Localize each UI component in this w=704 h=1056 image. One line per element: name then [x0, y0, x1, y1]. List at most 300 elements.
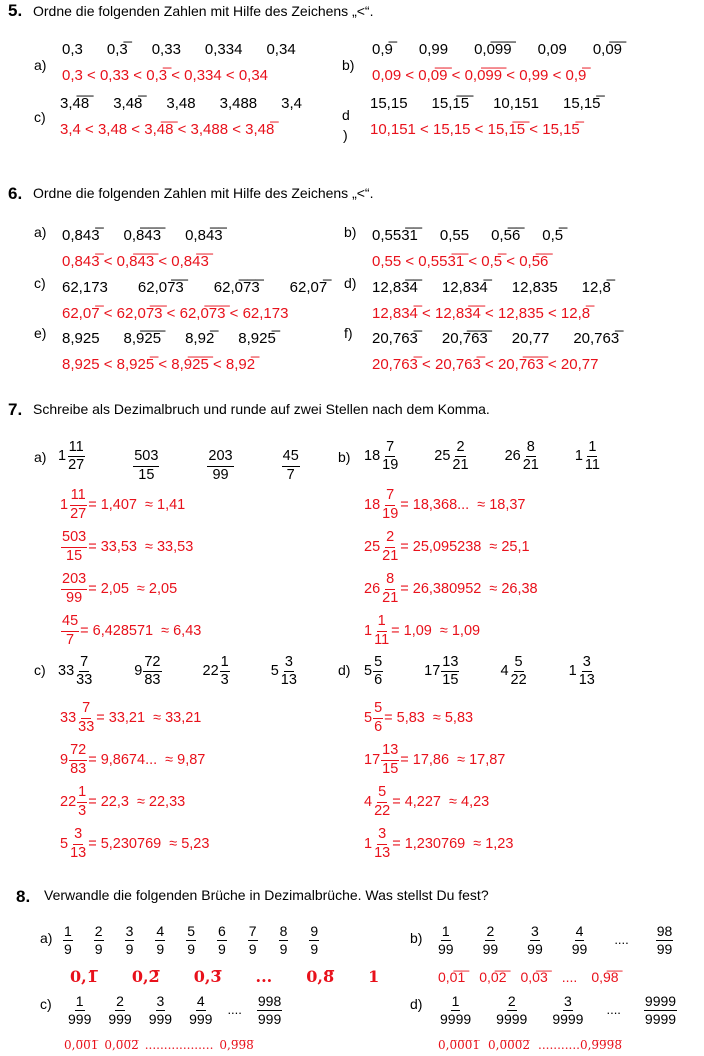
decimal-value: = 33,53: [88, 538, 137, 555]
given-number: 3,48̅: [113, 95, 143, 112]
q6c-answer: 62,07̅ < 62,07̅3̅ < 62,0̅7̅3̅ < 62,173: [62, 305, 289, 322]
conversion-line: [60, 484, 201, 526]
whole-part: 1: [574, 448, 583, 465]
fraction: [571, 924, 589, 956]
denominator: 99: [438, 940, 454, 957]
numerator: 13: [381, 743, 399, 760]
numerator: 8: [526, 440, 536, 457]
fraction: [280, 655, 298, 688]
rounded-value: ≈ 6,43: [161, 622, 202, 639]
mixed-number: [58, 440, 86, 473]
given-number: 3,4̅8̅: [60, 95, 90, 112]
numerator: 2: [507, 993, 516, 1009]
fraction: [656, 924, 674, 956]
numerator: 3: [531, 923, 539, 939]
fraction: [77, 785, 87, 818]
mixed-number: [281, 449, 301, 482]
whole-part: 26: [364, 580, 381, 597]
numerator: 9999: [644, 993, 677, 1009]
q8d-fracs: [438, 994, 699, 1026]
numerator: 11: [68, 440, 85, 457]
denominator: 27: [70, 505, 87, 522]
whole-part: 33: [58, 663, 75, 680]
numerator: 98: [656, 923, 673, 939]
rounded-value: ≈ 4,23: [449, 793, 490, 810]
given-number: 15,1̅5̅: [431, 95, 470, 112]
denominator: 15: [66, 547, 83, 564]
denominator: 15: [442, 672, 459, 689]
q5c-givens: [60, 96, 326, 111]
q5-number: 5.: [8, 1, 23, 20]
denominator: 9: [64, 940, 72, 957]
given-number: 62,07̅: [289, 279, 328, 296]
numerator: 2: [455, 440, 465, 457]
decimal-result: 0,8̅: [306, 967, 335, 986]
decimal-value: = 18,368...: [400, 496, 470, 513]
q7-instruction: Schreibe als Dezimalbruch und runde auf zwei Stellen nach dem Komma.: [33, 401, 490, 417]
denominator: 22: [510, 672, 527, 689]
denominator: 9: [279, 940, 288, 957]
q8a-answers: [70, 969, 413, 985]
decimal-value: = 1,230769: [392, 835, 466, 852]
fraction: [510, 655, 528, 688]
numerator: 1: [441, 923, 450, 939]
whole-part: 25: [434, 448, 451, 465]
denominator: 99: [482, 940, 499, 957]
given-number: 20,77: [511, 330, 550, 347]
denominator: 999: [257, 1010, 282, 1027]
rounded-value: ≈ 1,41: [145, 496, 186, 513]
mixed-number: [364, 655, 384, 688]
q7b-answers: [364, 484, 538, 652]
decimal-value: = 6,428571: [80, 622, 154, 639]
q7-number: 7.: [8, 400, 23, 419]
denominator: 9999: [440, 1010, 472, 1027]
q7d-answers: [364, 697, 513, 865]
numerator: 3: [284, 655, 294, 672]
numerator: 5: [373, 701, 383, 718]
fraction: [584, 440, 601, 473]
denominator: 21: [452, 457, 469, 474]
given-number: 20,763̅: [372, 330, 418, 347]
q6a-label: a): [34, 224, 47, 240]
numerator: 13: [441, 655, 459, 672]
decimal-value: = 25,095238: [400, 538, 482, 555]
q7a-answers: [60, 484, 201, 652]
denominator: 3: [78, 802, 87, 819]
conversion-line: [364, 610, 538, 652]
q5a-givens: [62, 42, 320, 57]
conversion-line: [364, 823, 513, 865]
mixed-number: [575, 440, 602, 473]
numerator: 7: [385, 440, 395, 457]
given-number: 15,15̅: [562, 95, 601, 112]
fraction: [188, 994, 213, 1026]
fraction: [61, 614, 79, 647]
denominator: 22: [374, 802, 391, 819]
decimal-value: = 1,09: [391, 622, 432, 639]
fraction: [69, 827, 87, 860]
given-number: 0,5̅: [542, 227, 564, 244]
fraction: [578, 655, 596, 688]
denominator: 15: [138, 466, 155, 483]
given-number: 10,151: [493, 95, 539, 112]
mixed-number: [58, 655, 94, 688]
numerator: 503: [61, 530, 87, 547]
q6e-label: e): [34, 325, 47, 341]
given-number: 12,83̅4̅: [372, 279, 418, 296]
decimal-result: 0,0̅1̅: [438, 969, 466, 985]
given-number: 0,9̅: [372, 41, 393, 58]
q6a-givens: [62, 228, 247, 243]
denominator: 7: [286, 466, 295, 483]
q6b-givens: [372, 228, 585, 243]
numerator: 45: [61, 614, 79, 631]
denominator: 33: [78, 718, 95, 735]
q5c-answer: 3,4 < 3,48 < 3,4̅8̅ < 3,488 < 3,48̅: [60, 121, 275, 138]
q7a-givens: [58, 440, 347, 483]
fraction: [133, 449, 159, 482]
q8a-label: a): [40, 930, 53, 946]
whole-part: 5: [364, 709, 373, 726]
denominator: 99: [66, 589, 83, 606]
whole-part: 18: [364, 496, 381, 513]
fraction: [495, 994, 528, 1026]
conversion-line: [60, 697, 209, 739]
fraction: [107, 994, 132, 1026]
denominator: 9: [248, 940, 257, 957]
denominator: 99: [527, 940, 543, 957]
fraction: [148, 994, 173, 1026]
conversion-line: [60, 739, 209, 781]
fraction: [373, 701, 383, 734]
numerator: 45: [282, 449, 300, 466]
denominator: 83: [70, 760, 87, 777]
conversion-line: [60, 823, 209, 865]
whole-part: 1: [364, 835, 373, 852]
given-number: 0,3̅: [106, 41, 128, 58]
fraction: [61, 530, 87, 563]
denominator: 999: [148, 1010, 173, 1027]
q8c-fracs: [66, 994, 296, 1026]
denominator: 11: [584, 457, 600, 474]
given-number: 8,9̅2̅5̅: [123, 330, 162, 347]
fraction: [207, 449, 233, 482]
numerator: 2: [116, 993, 124, 1009]
denominator: 6: [374, 718, 383, 735]
numerator: 7: [248, 923, 257, 939]
decimal-result: 0,0̅0̅0̅1̅: [438, 1038, 480, 1052]
fraction: [441, 655, 459, 688]
given-number: 8,925: [62, 330, 100, 347]
fraction: [217, 924, 227, 956]
conversion-line: [60, 781, 209, 823]
fraction: [373, 655, 383, 688]
fraction: [67, 994, 92, 1026]
numerator: 998: [257, 993, 282, 1009]
given-number: 0,99: [418, 41, 449, 58]
denominator: 9999: [644, 1010, 677, 1027]
decimal-value: = 4,227: [392, 793, 442, 810]
denominator: 999: [108, 1010, 132, 1027]
numerator: 1: [587, 440, 597, 457]
denominator: 3: [220, 672, 229, 689]
rounded-value: ≈ 2,05: [136, 580, 178, 597]
rounded-value: ≈ 26,38: [489, 580, 538, 597]
numerator: 5: [187, 923, 195, 939]
conversion-line: [60, 526, 201, 568]
fraction: [381, 572, 399, 605]
conversion-line: [364, 697, 513, 739]
q6d-givens: [372, 280, 635, 295]
q6b-answer: 0,55 < 0,553̅1̅ < 0,5̅ < 0,5̅6̅: [372, 253, 549, 270]
denominator: 21: [382, 589, 399, 606]
decimal-result: ....: [561, 969, 578, 985]
q7b-givens: [364, 440, 636, 473]
whole-part: 1: [364, 622, 373, 639]
q7c-answers: [60, 697, 209, 865]
given-number: 3,48: [166, 95, 196, 112]
given-number: 62,07̅3̅: [137, 279, 184, 296]
denominator: 9: [187, 940, 195, 957]
numerator: 3: [73, 827, 83, 844]
whole-part: 5: [364, 663, 373, 680]
numerator: 8: [279, 923, 288, 939]
numerator: 203: [61, 572, 87, 589]
mixed-number: [569, 655, 597, 688]
conversion-line: [364, 739, 513, 781]
fraction: [439, 994, 472, 1026]
whole-part: 33: [60, 709, 77, 726]
mixed-number: [364, 440, 400, 473]
whole-part: 5: [60, 835, 69, 852]
given-number: 12,834̅: [441, 279, 488, 296]
fraction: [482, 924, 500, 956]
q5d-givens: [370, 96, 625, 111]
given-number: 0,09: [537, 41, 567, 58]
rounded-value: ≈ 33,21: [153, 709, 202, 726]
rounded-value: ≈ 33,53: [145, 538, 194, 555]
whole-part: 17: [364, 751, 381, 768]
decimal-result: 0,0̅2̅: [479, 969, 507, 985]
fraction: [77, 701, 95, 734]
q6-number: 6.: [8, 184, 23, 203]
decimal-result: 0,0̅0̅2̅: [104, 1038, 139, 1052]
given-number: 15,15: [370, 95, 408, 112]
denominator: 99: [212, 466, 229, 483]
whole-part: 1: [58, 448, 67, 465]
fraction: [63, 924, 73, 956]
q7c-givens: [58, 655, 339, 688]
decimal-value: = 26,380952: [400, 580, 482, 597]
given-number: 0,334: [204, 41, 243, 58]
whole-part: 18: [364, 448, 381, 465]
whole-part: 22: [60, 793, 77, 810]
fraction: [381, 743, 399, 776]
fraction: [257, 994, 282, 1026]
numerator: 5: [514, 655, 524, 672]
given-number: 0,84̅3̅: [185, 227, 223, 244]
q6d-label: d): [344, 275, 357, 291]
numerator: 7: [81, 701, 91, 718]
q8c-answers: [64, 1039, 260, 1051]
denominator: 13: [280, 672, 297, 689]
denominator: 9999: [496, 1010, 528, 1027]
given-number: 12,8̅: [581, 279, 611, 296]
q6f-label: f): [344, 325, 353, 341]
ellipsis: ....: [614, 932, 629, 948]
numerator: 1: [64, 923, 72, 939]
numerator: 7: [79, 655, 89, 672]
mixed-number: [500, 655, 528, 688]
q5d-paren: ): [343, 127, 348, 143]
fraction: [155, 924, 165, 956]
numerator: 1: [377, 614, 387, 631]
conversion-line: [60, 610, 201, 652]
denominator: 13: [70, 844, 87, 861]
q8b-answers: [438, 970, 633, 984]
q6c-givens: [62, 280, 357, 295]
fraction: [279, 924, 289, 956]
decimal-value: = 2,05: [88, 580, 129, 597]
denominator: 99: [571, 940, 588, 957]
numerator: 3: [125, 923, 134, 939]
decimal-result: 0,3̅: [193, 967, 222, 986]
fraction: [437, 924, 455, 956]
numerator: 72: [69, 743, 87, 760]
mixed-number: [271, 655, 299, 688]
decimal-result: 0,1̅: [70, 967, 98, 986]
q5-instruction: Ordne die folgenden Zahlen mit Hilfe des Zeichens „<“.: [33, 3, 374, 19]
decimal-result: 0,0̅0̅0̅2̅: [488, 1038, 530, 1052]
numerator: 503: [133, 449, 159, 466]
decimal-result: 0,0̅3̅: [520, 969, 548, 985]
fraction: [551, 994, 584, 1026]
q8d-label: d): [410, 996, 423, 1012]
q5b-label: b): [342, 57, 355, 73]
denominator: 21: [522, 457, 539, 474]
decimal-value: = 33,21: [96, 709, 146, 726]
q6a-answer: 0,843̅ < 0,8̅4̅3̅ < 0,84̅3̅: [62, 253, 209, 270]
numerator: 4: [196, 993, 205, 1009]
rounded-value: ≈ 5,83: [432, 709, 474, 726]
denominator: 999: [189, 1010, 213, 1027]
ellipsis: ....: [227, 1002, 242, 1018]
numerator: 4: [156, 923, 165, 939]
denominator: 11: [374, 631, 390, 648]
decimal-result: 0,0̅0̅1̅: [64, 1038, 99, 1052]
given-number: 0,5̅6̅: [491, 227, 521, 244]
decimal-value: = 9,8674...: [88, 751, 158, 768]
given-number: 62,173: [62, 279, 108, 296]
q5a-answer: 0,3 < 0,33 < 0,3̅ < 0,334 < 0,34: [62, 67, 269, 84]
numerator: 5: [377, 785, 387, 802]
decimal-result: ...........0,9̅9̅9̅8̅: [538, 1038, 622, 1052]
fraction: [69, 488, 87, 521]
q8-number: 8.: [16, 887, 31, 906]
mixed-number: [505, 440, 541, 473]
q5a-label: a): [34, 57, 47, 73]
fraction: [143, 655, 161, 688]
denominator: 9: [310, 940, 319, 957]
given-number: 0,8̅4̅3̅: [123, 227, 162, 244]
decimal-value: = 1,407: [88, 496, 138, 513]
rounded-value: ≈ 22,33: [136, 793, 186, 810]
denominator: 9: [217, 940, 226, 957]
mixed-number: [424, 655, 460, 688]
q5d-label: d: [342, 107, 350, 123]
denominator: 6: [374, 672, 383, 689]
mixed-number: [134, 655, 162, 688]
q5d-answer: 10,151 < 15,15 < 15,1̅5̅ < 15,15̅: [370, 121, 580, 138]
denominator: 83: [144, 672, 161, 689]
numerator: 2: [94, 923, 103, 939]
numerator: 2: [385, 530, 395, 547]
rounded-value: ≈ 9,87: [165, 751, 206, 768]
given-number: 0,0̅9̅9̅: [474, 41, 512, 58]
q5b-answer: 0,09 < 0,0̅9̅ < 0,0̅9̅9̅ < 0,99 < 0,9̅: [372, 67, 587, 84]
numerator: 203: [207, 449, 233, 466]
whole-part: 25: [364, 538, 381, 555]
decimal-result: 0,9̅9̅8̅: [219, 1038, 254, 1052]
given-number: 20,7̅6̅3̅: [441, 330, 488, 347]
given-number: 8,925̅: [238, 330, 276, 347]
q7d-givens: [364, 655, 637, 688]
whole-part: 17: [424, 663, 441, 680]
conversion-line: [364, 526, 538, 568]
fraction: [61, 572, 87, 605]
numerator: 8: [385, 572, 395, 589]
conversion-line: [364, 781, 513, 823]
fraction: [94, 924, 104, 956]
denominator: 9: [125, 940, 134, 957]
whole-part: 26: [504, 448, 521, 465]
numerator: 2: [486, 923, 495, 939]
q7a-label: a): [34, 449, 47, 465]
numerator: 4: [575, 923, 584, 939]
rounded-value: ≈ 1,23: [473, 835, 514, 852]
fraction: [309, 924, 319, 956]
numerator: 9: [310, 923, 319, 939]
q6f-givens: [372, 331, 643, 346]
fraction: [373, 785, 391, 818]
q8-instruction: Verwandle die folgenden Brüche in Dezimalbrüche. Was stellst Du fest?: [44, 887, 489, 903]
denominator: 999: [68, 1010, 92, 1027]
decimal-value: = 5,230769: [88, 835, 162, 852]
given-number: 3,4: [281, 95, 303, 112]
numerator: 3: [156, 993, 165, 1009]
rounded-value: ≈ 1,09: [439, 622, 481, 639]
fraction: [282, 449, 300, 482]
q5c-label: c): [34, 109, 46, 125]
conversion-line: [60, 568, 201, 610]
given-number: 0,0̅9̅: [592, 41, 623, 58]
q8b-fracs: [436, 924, 699, 956]
decimal-value: = 5,83: [384, 709, 425, 726]
fraction: [75, 655, 93, 688]
conversion-line: [364, 484, 538, 526]
mixed-number: [203, 655, 231, 688]
numerator: 11: [70, 488, 87, 505]
whole-part: 1: [568, 663, 577, 680]
given-number: 0,3: [62, 41, 83, 58]
numerator: 1: [451, 993, 460, 1009]
q6c-label: c): [34, 275, 46, 291]
decimal-result: 1: [368, 967, 380, 986]
q7b-label: b): [338, 449, 351, 465]
conversion-line: [364, 568, 538, 610]
fraction: [373, 614, 390, 647]
